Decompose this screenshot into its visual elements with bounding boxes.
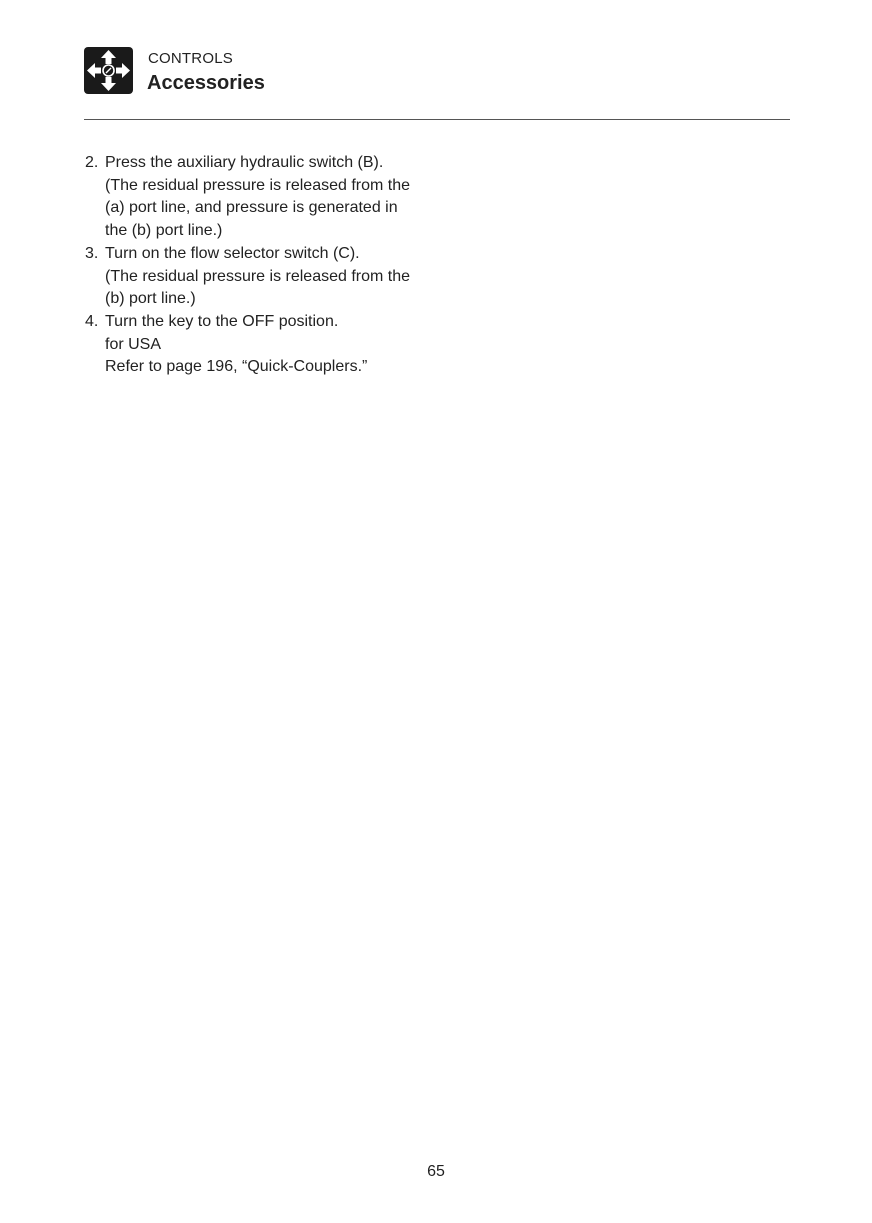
page-number: 65 (427, 1163, 445, 1180)
step-text: the (b) port line.) (105, 222, 223, 240)
step-text: (b) port line.) (105, 290, 196, 308)
list-item (85, 311, 445, 379)
step-text: Turn on the flow selector switch (C). (105, 244, 360, 262)
step-number: 3. (85, 244, 99, 262)
step-text: (a) port line, and pressure is generated in (105, 199, 398, 217)
section-label: CONTROLS (148, 50, 233, 67)
steps-list (85, 152, 445, 379)
header-divider (84, 119, 790, 120)
page-title: Accessories (147, 72, 265, 94)
step-number: 2. (85, 154, 99, 171)
four-way-arrows-controls-icon (84, 47, 133, 94)
step-text: Press the auxiliary hydraulic switch (B). (105, 154, 384, 171)
step-text: (The residual pressure is released from the (105, 267, 411, 285)
step-number: 4. (85, 312, 99, 330)
list-item (85, 152, 445, 243)
list-item (85, 243, 445, 311)
step-text: Refer to page 196, “Quick-Couplers.” (105, 358, 368, 376)
step-text: Turn the key to the OFF position. (105, 312, 339, 330)
step-text: for USA (105, 335, 162, 353)
step-text: (The residual pressure is released from the (105, 176, 411, 194)
